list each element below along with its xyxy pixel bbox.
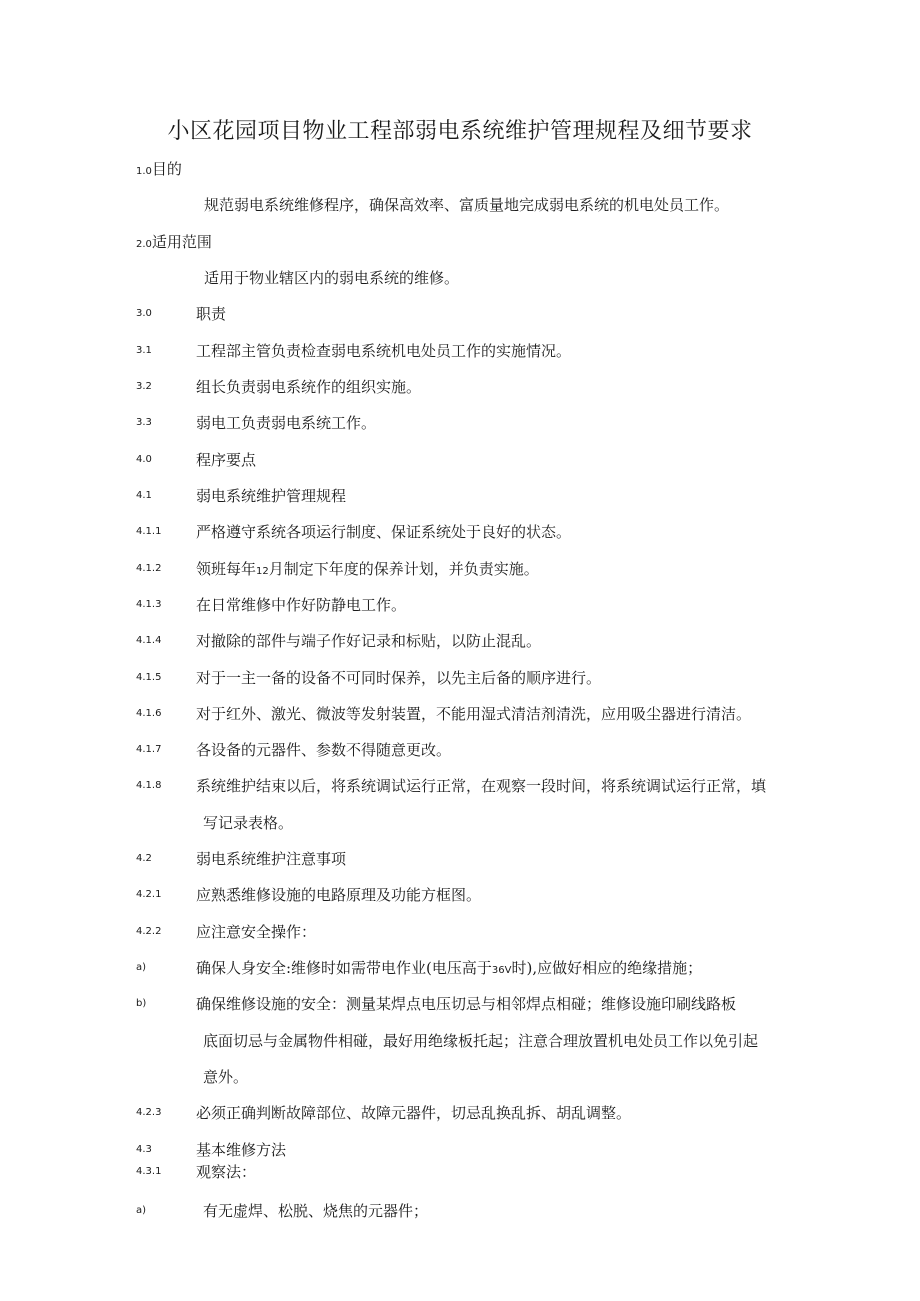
- section-purpose-heading: [0, 157, 920, 181]
- section-label: 目的: [151, 160, 182, 178]
- section-label: 适用范围: [151, 233, 212, 251]
- list-item: 4.2 弱电系统维护注意事项: [136, 850, 347, 868]
- list-item: 4.2.2 应注意安全操作：: [136, 923, 317, 941]
- list-item: b) 确保维修设施的安全：测量某焊点电压切忌与相邻焊点相碰；维修设施印刷线路板: [136, 995, 737, 1013]
- list-item: 4.1.7 各设备的元器件、参数不得随意更改。: [136, 741, 452, 759]
- section-purpose-text: 规范弱电系统维修程序，确保高效率、富质量地完成弱电系统的机电处员工作。: [204, 196, 730, 214]
- list-item: 4.1.3 在日常维修中作好防静电工作。: [136, 596, 407, 614]
- section-scope-heading: [0, 230, 920, 254]
- list-item: 4.3 基本维修方法: [136, 1141, 287, 1159]
- list-item-continuation: 底面切忌与金属物件相碰，最好用绝缘板托起；注意合理放置机电处员工作以免引起: [203, 1032, 759, 1050]
- list-item: 4.0 程序要点: [136, 451, 257, 469]
- list-item: 4.1.2 领班每年12月制定下年度的保养计划，并负责实施。: [136, 560, 539, 578]
- list-item: 4.1.5 对于一主一备的设备不可同时保养，以先主后备的顺序进行。: [136, 669, 602, 687]
- section-scope-text: 适用于物业辖区内的弱电系统的维修。: [204, 269, 460, 287]
- list-item: 4.3.1 观察法：: [136, 1163, 257, 1181]
- list-item: 4.1.6 对于红外、激光、微波等发射装置，不能用湿式清洁剂清洗，应用吸尘器进行清洁。: [136, 705, 752, 723]
- section-number: 2.0: [136, 239, 152, 250]
- list-item-continuation: 意外。: [203, 1068, 249, 1086]
- list-item: a) 有无虚焊、松脱、烧焦的元器件；: [136, 1202, 429, 1220]
- list-item: 4.1 弱电系统维护管理规程: [136, 487, 347, 505]
- document-title: 小区花园项目物业工程部弱电系统维护管理规程及细节要求: [167, 119, 753, 144]
- list-item: 3.3 弱电工负责弱电系统工作。: [136, 414, 377, 432]
- list-item-continuation: 写记录表格。: [203, 814, 294, 832]
- list-item: 4.1.8 系统维护结束以后，将系统调试运行正常，在观察一段时间，将系统调试运行正常，填: [136, 777, 767, 795]
- list-item: 4.1.1 严格遵守系统各项运行制度、保证系统处于良好的状态。: [136, 523, 572, 541]
- section-number: 1.0: [136, 166, 152, 177]
- list-item: 4.2.3 必须正确判断故障部位、故障元器件，切忌乱换乱拆、胡乱调整。: [136, 1104, 632, 1122]
- list-item: a) 确保人身安全:维修时如需带电作业(电压高于36V时),应做好相应的绝缘措施；: [136, 959, 703, 977]
- list-item: 3.1 工程部主管负责检查弱电系统机电处员工作的实施情况。: [136, 342, 572, 360]
- list-item: 4.2.1 应熟悉维修设施的电路原理及功能方框图。: [136, 886, 482, 904]
- list-item: 3.0 职责: [136, 305, 227, 323]
- list-item: 4.1.4 对撤除的部件与端子作好记录和标贴，以防止混乱。: [136, 632, 542, 650]
- list-item: 3.2 组长负责弱电系统作的组织实施。: [136, 378, 422, 396]
